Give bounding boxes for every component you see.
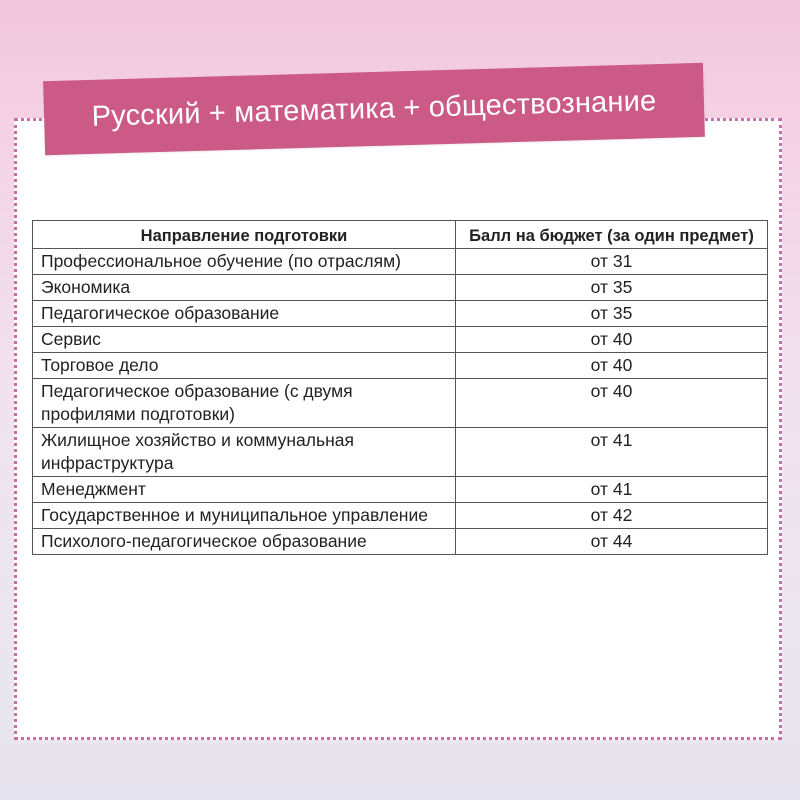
direction-cell: Торговое дело [33, 353, 456, 379]
table-row [33, 301, 768, 327]
direction-cell: Психолого-педагогическое образование [33, 529, 456, 555]
score-cell: от 44 [456, 529, 768, 555]
table-row [33, 529, 768, 555]
direction-cell: Жилищное хозяйство и коммунальная инфраструктура [33, 428, 456, 477]
score-cell: от 35 [456, 275, 768, 301]
score-cell: от 41 [456, 428, 768, 477]
scores-table [32, 220, 768, 555]
table-row [33, 353, 768, 379]
table-row [33, 428, 768, 477]
direction-cell: Государственное и муниципальное управление [33, 503, 456, 529]
direction-cell: Сервис [33, 327, 456, 353]
score-cell: от 40 [456, 327, 768, 353]
direction-cell: Педагогическое образование (с двумя профилями подготовки) [33, 379, 456, 428]
score-cell: от 35 [456, 301, 768, 327]
direction-cell: Педагогическое образование [33, 301, 456, 327]
score-cell: от 41 [456, 477, 768, 503]
score-cell: от 40 [456, 379, 768, 428]
table-row [33, 327, 768, 353]
header-direction: Направление подготовки [33, 221, 456, 249]
table-row [33, 477, 768, 503]
banner-title: Русский + математика + обществознание [91, 84, 657, 133]
score-cell: от 31 [456, 249, 768, 275]
score-cell: от 40 [456, 353, 768, 379]
header-score: Балл на бюджет (за один предмет) [456, 221, 768, 249]
direction-cell: Профессиональное обучение (по отраслям) [33, 249, 456, 275]
table-header-row [33, 221, 768, 249]
table-row [33, 379, 768, 428]
direction-cell: Экономика [33, 275, 456, 301]
direction-cell: Менеджмент [33, 477, 456, 503]
table-row [33, 249, 768, 275]
score-cell: от 42 [456, 503, 768, 529]
table-row [33, 503, 768, 529]
table-row [33, 275, 768, 301]
